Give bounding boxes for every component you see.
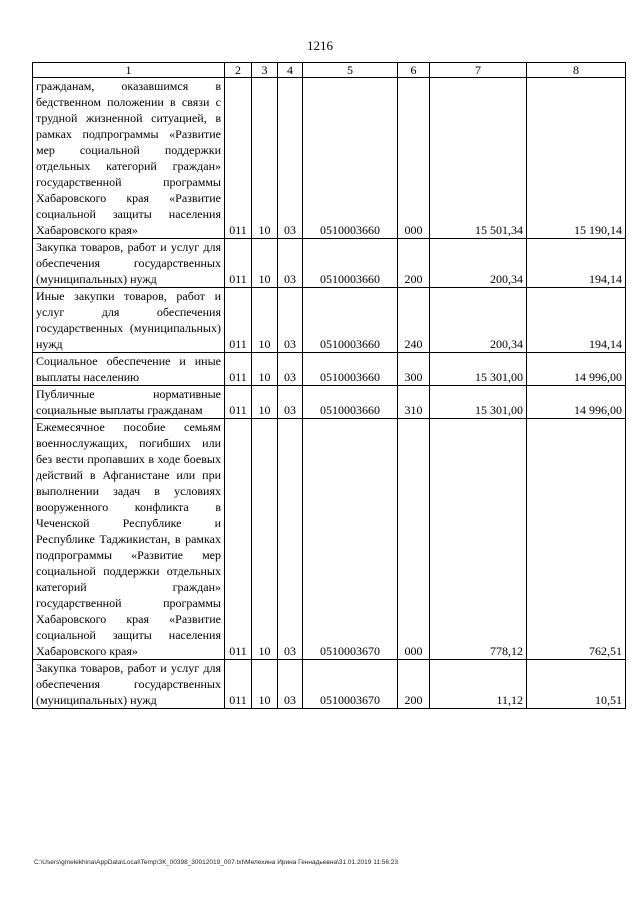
ministry-code: 011 xyxy=(225,419,252,660)
amount-col8: 762,51 xyxy=(527,419,626,660)
expense-type-code: 300 xyxy=(398,353,430,386)
amount-col8: 10,51 xyxy=(527,660,626,709)
header-row xyxy=(33,63,626,78)
target-article-code: 0510003670 xyxy=(303,660,398,709)
header-cell: 4 xyxy=(278,63,303,78)
section-code: 10 xyxy=(252,660,278,709)
table-row xyxy=(33,353,626,386)
item-name: Закупка товаров, работ и услуг для обеспечения государственных (муниципальных) нужд xyxy=(33,239,225,288)
header-cell: 5 xyxy=(303,63,398,78)
ministry-code: 011 xyxy=(225,288,252,353)
expense-type-code: 200 xyxy=(398,660,430,709)
amount-col7: 15 301,00 xyxy=(430,353,527,386)
target-article-code: 0510003660 xyxy=(303,239,398,288)
expense-type-code: 240 xyxy=(398,288,430,353)
item-name: Социальное обеспечение и иные выплаты населению xyxy=(33,353,225,386)
header-cell: 7 xyxy=(430,63,527,78)
ministry-code: 011 xyxy=(225,78,252,239)
amount-col8: 194,14 xyxy=(527,288,626,353)
amount-col7: 778,12 xyxy=(430,419,527,660)
subsection-code: 03 xyxy=(278,239,303,288)
target-article-code: 0510003670 xyxy=(303,419,398,660)
table-row xyxy=(33,386,626,419)
item-name: Иные закупки товаров, работ и услуг для обеспечения государственных (муниципальных) нужд xyxy=(33,288,225,353)
section-code: 10 xyxy=(252,78,278,239)
target-article-code: 0510003660 xyxy=(303,353,398,386)
file-path-footer: C:\Users\gmelekhina\AppData\Local\Temp\ЗК_00398_30012019_007.txt\Мелехина Ирина Геннадьевна\31.01.2019 11:56:23 xyxy=(34,859,399,866)
header-cell: 6 xyxy=(398,63,430,78)
amount-col7: 15 301,00 xyxy=(430,386,527,419)
header-cell: 2 xyxy=(225,63,252,78)
budget-table xyxy=(32,62,626,709)
section-code: 10 xyxy=(252,288,278,353)
ministry-code: 011 xyxy=(225,386,252,419)
subsection-code: 03 xyxy=(278,660,303,709)
expense-type-code: 200 xyxy=(398,239,430,288)
item-name: Ежемесячное пособие семьям военнослужащих, погибших или без вести пропавших в ходе боевых действий в Афганистане или при выполнении задач в условиях вооруженного конфликта в Чеченской Республике и Республике Таджикистан, в рамках подпрограммы «Развитие мер социальной поддержки отдельных категорий граждан» государственной программы Хабаровского края «Развитие социальной защиты населения Хабаровского края» xyxy=(33,419,225,660)
target-article-code: 0510003660 xyxy=(303,288,398,353)
subsection-code: 03 xyxy=(278,419,303,660)
subsection-code: 03 xyxy=(278,386,303,419)
expense-type-code: 310 xyxy=(398,386,430,419)
target-article-code: 0510003660 xyxy=(303,78,398,239)
table-row xyxy=(33,288,626,353)
subsection-code: 03 xyxy=(278,78,303,239)
expense-type-code: 000 xyxy=(398,419,430,660)
subsection-code: 03 xyxy=(278,353,303,386)
amount-col7: 11,12 xyxy=(430,660,527,709)
table-row xyxy=(33,419,626,660)
section-code: 10 xyxy=(252,386,278,419)
item-name: Закупка товаров, работ и услуг для обеспечения государственных (муниципальных) нужд xyxy=(33,660,225,709)
table-row xyxy=(33,78,626,239)
target-article-code: 0510003660 xyxy=(303,386,398,419)
section-code: 10 xyxy=(252,419,278,660)
amount-col7: 200,34 xyxy=(430,288,527,353)
header-cell: 8 xyxy=(527,63,626,78)
amount-col7: 200,34 xyxy=(430,239,527,288)
item-name: Публичные нормативные социальные выплаты гражданам xyxy=(33,386,225,419)
table-row xyxy=(33,660,626,709)
amount-col8: 14 996,00 xyxy=(527,353,626,386)
item-name: гражданам, оказавшимся в бедственном положении в связи с трудной жизненной ситуацией, в рамках подпрограммы «Развитие мер социальной поддержки отдельных категорий граждан» государственной программы Хабаровского края «Развитие социальной защиты населения Хабаровского края» xyxy=(33,78,225,239)
amount-col8: 194,14 xyxy=(527,239,626,288)
header-cell: 3 xyxy=(252,63,278,78)
ministry-code: 011 xyxy=(225,353,252,386)
amount-col7: 15 501,34 xyxy=(430,78,527,239)
page-number: 1216 xyxy=(307,38,333,53)
amount-col8: 15 190,14 xyxy=(527,78,626,239)
section-code: 10 xyxy=(252,239,278,288)
ministry-code: 011 xyxy=(225,660,252,709)
section-code: 10 xyxy=(252,353,278,386)
expense-type-code: 000 xyxy=(398,78,430,239)
ministry-code: 011 xyxy=(225,239,252,288)
table-row xyxy=(33,239,626,288)
amount-col8: 14 996,00 xyxy=(527,386,626,419)
subsection-code: 03 xyxy=(278,288,303,353)
header-cell: 1 xyxy=(33,63,225,78)
